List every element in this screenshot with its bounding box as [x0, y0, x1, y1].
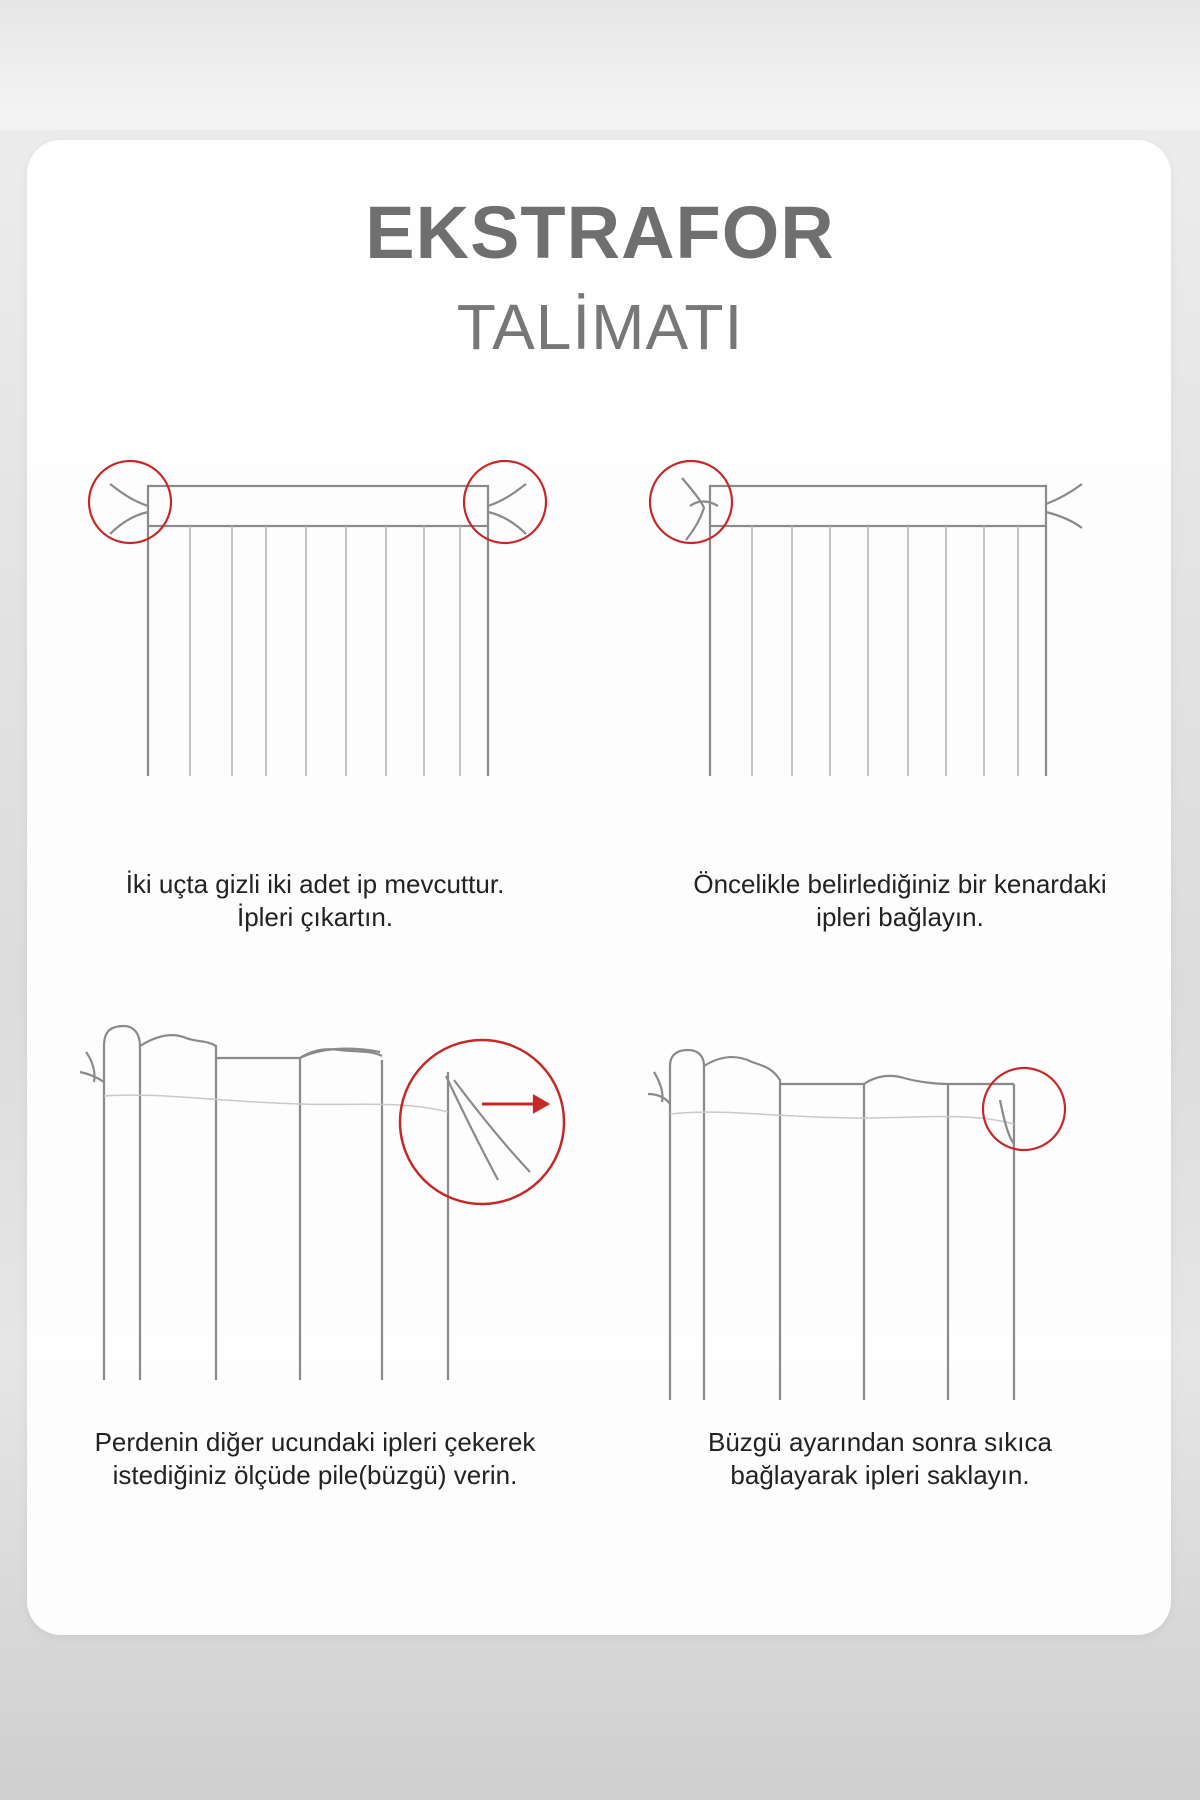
step-2-line-2: ipleri bağlayın.: [816, 902, 984, 932]
left-string-1: [86, 1052, 95, 1082]
string-right-2: [488, 512, 526, 534]
string-left-2: [110, 512, 148, 534]
step-1-diagram: [89, 461, 546, 776]
string-left-1: [110, 484, 148, 506]
highlight-circle-left: [89, 461, 171, 543]
string-right-1: [1046, 484, 1082, 504]
highlight-circle: [983, 1068, 1065, 1150]
step-1-caption: [60, 868, 570, 934]
string-right-1: [488, 484, 526, 506]
pulled-string-2: [454, 1080, 530, 1172]
step-4-caption: [645, 1426, 1115, 1492]
header-wave: [104, 1026, 382, 1058]
highlight-circle: [400, 1040, 564, 1204]
curtain-header-tape: [148, 486, 488, 526]
highlight-circle-right: [464, 461, 546, 543]
step-1-line-2: İpleri çıkartın.: [236, 902, 394, 932]
curtain-header-tape: [710, 486, 1046, 526]
step-3-line-2: istediğiniz ölçüde pile(büzgü) verin.: [112, 1460, 518, 1490]
step-1-line-1: İki uçta gizli iki adet ip mevcuttur.: [125, 869, 505, 899]
curtain-folds: [752, 526, 1018, 776]
step-3-caption: [60, 1426, 570, 1492]
step-4-line-2: bağlayarak ipleri saklayın.: [730, 1460, 1030, 1490]
tied-string: [682, 478, 704, 540]
step-4-line-1: Büzgü ayarından sonra sıkıca: [708, 1427, 1052, 1457]
step-3-line-1: Perdenin diğer ucundaki ipleri çekerek: [94, 1427, 536, 1457]
step-2-line-1: Öncelikle belirlediğiniz bir kenardaki: [693, 869, 1107, 899]
string-line: [104, 1095, 448, 1112]
step-3-diagram: [80, 1026, 564, 1380]
step-4-diagram: [648, 1050, 1065, 1400]
page-title: EKSTRAFOR: [365, 191, 835, 274]
step-2-diagram: [650, 461, 1082, 776]
string-line: [670, 1112, 1014, 1124]
curtain-folds: [190, 526, 460, 776]
page-subtitle: TALİMATI: [456, 291, 744, 363]
string-right-2: [1046, 512, 1082, 528]
left-string-2: [648, 1094, 670, 1104]
arrow-head-icon: [534, 1096, 548, 1112]
highlight-circle-left: [650, 461, 732, 543]
header-wave: [670, 1050, 1014, 1084]
step-2-caption: [645, 868, 1155, 934]
left-string-2: [80, 1072, 104, 1082]
